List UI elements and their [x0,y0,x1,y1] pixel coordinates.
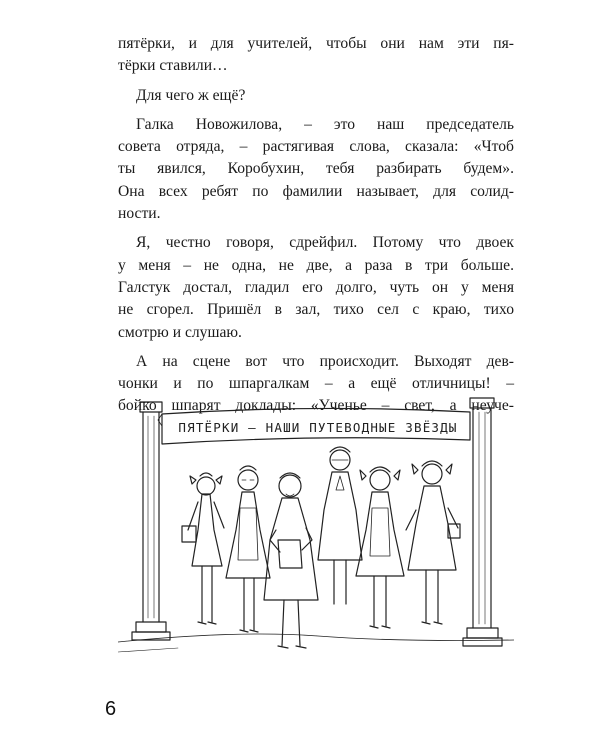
girl-figure [226,466,270,632]
girl-figure [406,461,460,624]
text-line: Я, честно говоря, сдрейфил. Потому что двоек [136,234,514,252]
text-line: у меня – не одна, не две, а раза в три больше. [118,256,514,274]
text-line: Галка Новожилова, – это наш председатель [136,115,514,133]
text-line: ности. [118,205,161,223]
page-number: 6 [105,698,117,720]
banner [158,408,470,444]
illustration-girls-on-stage [118,390,514,690]
text-line: бойко шпарят доклады: «Ученье – свет, а неуче- [118,397,514,415]
girl-figure [318,447,362,604]
banner-text: ПЯТЁРКИ – НАШИ ПУТЕВОДНЫЕ ЗВЁЗДЫ [178,420,458,435]
girl-figure [356,467,404,628]
body-text [118,33,514,418]
text-line: Для чего ж ещё? [136,86,246,104]
girl-figure [182,473,224,624]
text-line: Она всех ребят по фамилии называет, для солид- [118,182,514,200]
text-line: совета отряда, – растягивая слова, сказала: «Чтоб [118,138,514,156]
girl-figure [264,473,318,648]
text-line: А на сцене вот что происходит. Выходят дев- [136,352,514,370]
text-line: чонки и по шпаргалкам – а ещё отличницы! – [118,375,514,393]
text-line: тёрки ставили… [118,57,228,75]
left-column [132,402,170,640]
text-line: не сгорел. Пришёл в зал, тихо сел с краю, тихо [118,301,514,319]
text-line: Галстук достал, гладил его долго, чуть он у меня [118,278,514,296]
right-column [463,398,502,646]
text-line: ты явился, Коробухин, тебя разбирать будем». [118,160,514,178]
text-line: смотрю и слушаю. [118,323,242,341]
text-line: пятёрки, и для учителей, чтобы они нам эти пя- [118,35,514,52]
